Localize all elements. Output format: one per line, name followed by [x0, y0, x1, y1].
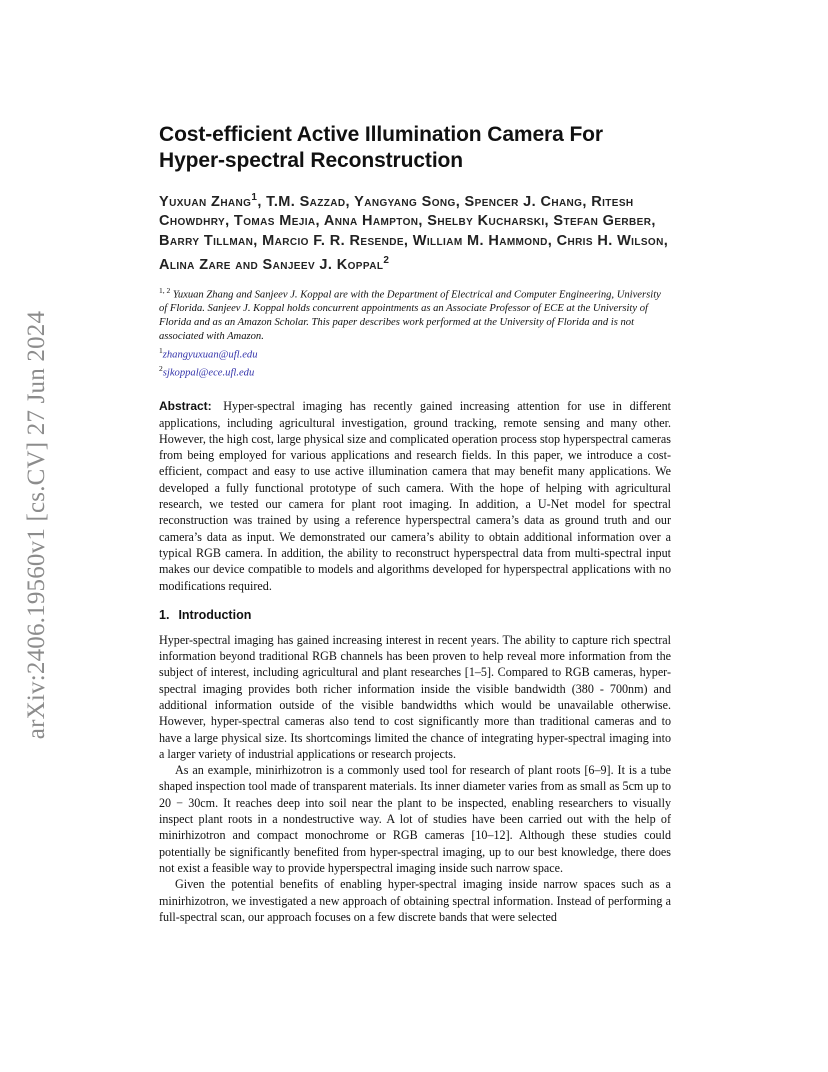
abstract-text: Hyper-spectral imaging has recently gained increasing attention for use in different applications, including agricultural investigation, ground tracking, remote sensing and many other. However, the high cost, large physical size and complicated operation process stop hyperspectral cameras from being employed for various applications and research fields. In this paper, we introduce a cost-efficient, compact and easy to use active illumination camera that may benefit many applications. We developed a fully functional prototype of such camera. With the hope of helping with agricultural research, we tested our camera for plant root imaging. In addition, a U-Net model for spectral reconstruction was trained by using a reference hyperspectral camera’s data as ground truth and our camera’s data as input. We demonstrated our camera’s ability to obtain additional information over a typical RGB camera. In addition, the ability to reconstruct hyperspectral data from multi-spectral input makes our device compatible to models and algorithms developed for hyperspectral applications with no modifications required. — [159, 399, 671, 593]
author-rest: , T.M. Sazzad, Yangyang Song, Spencer J. Chang, Ritesh Chowdhry, Tomas Mejia, Anna Hampton, Shelby Kucharski, Stefan Gerber, Barry Tillman, Marcio F. R. Resende, William M. Hammond, Chris H. Wilson, Alina Zare and Sanjeev J. Koppal — [159, 193, 669, 274]
affiliation-text: Yuxuan Zhang and Sanjeev J. Koppal are with the Department of Electrical and Computer Engineering, University of Florida. Sanjeev J. Koppal holds concurrent appointments as an Associate Professor of ECE at the University of Florida and as an Amazon Scholar. This paper describes work performed at the University of Florida and is not associated with Amazon. — [159, 289, 661, 343]
email-1-marker: 1 — [159, 346, 163, 356]
email-list — [159, 344, 671, 379]
paper-title — [159, 122, 671, 174]
author-first-marker: 1 — [251, 192, 258, 203]
affiliation-note — [159, 284, 671, 380]
title-line-1: Cost-efficient Active Illumination Camera For — [159, 123, 603, 146]
abstract-block — [159, 398, 671, 594]
email-link-2[interactable]: sjkoppal@ece.ufl.edu — [162, 367, 255, 379]
title-line-2: Hyper-spectral Reconstruction — [159, 149, 464, 172]
affiliation-marker: 1, 2 — [159, 285, 171, 295]
section-number: 1. — [159, 607, 170, 622]
section-title: Introduction — [178, 607, 252, 622]
author-list — [159, 188, 671, 276]
abstract-label: Abstract: — [159, 399, 212, 414]
email-link-1[interactable]: zhangyuxuan@ufl.edu — [162, 349, 258, 361]
email-2-marker: 2 — [159, 363, 163, 373]
intro-paragraph-2: As an example, minirhizotron is a commonly used tool for research of plant roots [6–9]. It is a tube shaped inspection tool made of transparent materials. Its inner diameter varies from as small as 5cm up to 20 − 30cm. It reaches deep into soil near the plant to be inspected, enabling researchers to visually inspect plant roots in a nondestructive way. A lot of studies have been carried out with the help of minirhizotron and compact monochrome or RGB cameras [10–12]. Although these studies could potentially be significantly benefited from hyper-spectral imaging, up to our best knowledge, there does not exist a feasible way to provide hyperspectral imaging inside such narrow space. — [159, 763, 671, 875]
section-heading-introduction — [159, 608, 671, 622]
arxiv-id-text: arXiv:2406.19560v1 [cs.CV] 27 Jun 2024 — [23, 310, 50, 740]
arxiv-identifier-stamp — [17, 290, 57, 760]
intro-paragraph-3: Given the potential benefits of enabling hyper-spectral imaging inside narrow spaces such as a minirhizotron, we investigated a new approach of obtaining spectral information. Instead of performing a full-spectral scan, our approach focuses on a few discrete bands that were selected — [159, 877, 671, 924]
author-first: Yuxuan Zhang — [159, 193, 252, 210]
intro-paragraph-1: Hyper-spectral imaging has gained increasing interest in recent years. The ability to capture rich spectral information beyond traditional RGB channels has been proven to help reveal more information from the subject of interest, including agricultural and plant researches [1–5]. Compared to RGB cameras, hyper-spectral imaging provides both richer information inside the visible bandwidth (380 - 700nm) and additional information outside of the visible bandwidths which would be unavailable otherwise. However, hyper-spectral cameras also tend to cost significantly more than traditional cameras and to have a large physical size. Its shortcomings limited the chance of integrating hyper-spectral imaging into a larger variety of industrial applications or research projects. — [159, 632, 671, 761]
email-line-2 — [159, 362, 671, 380]
email-line-1 — [159, 344, 671, 362]
paper-content — [159, 122, 671, 925]
author-last-marker: 2 — [383, 255, 390, 267]
